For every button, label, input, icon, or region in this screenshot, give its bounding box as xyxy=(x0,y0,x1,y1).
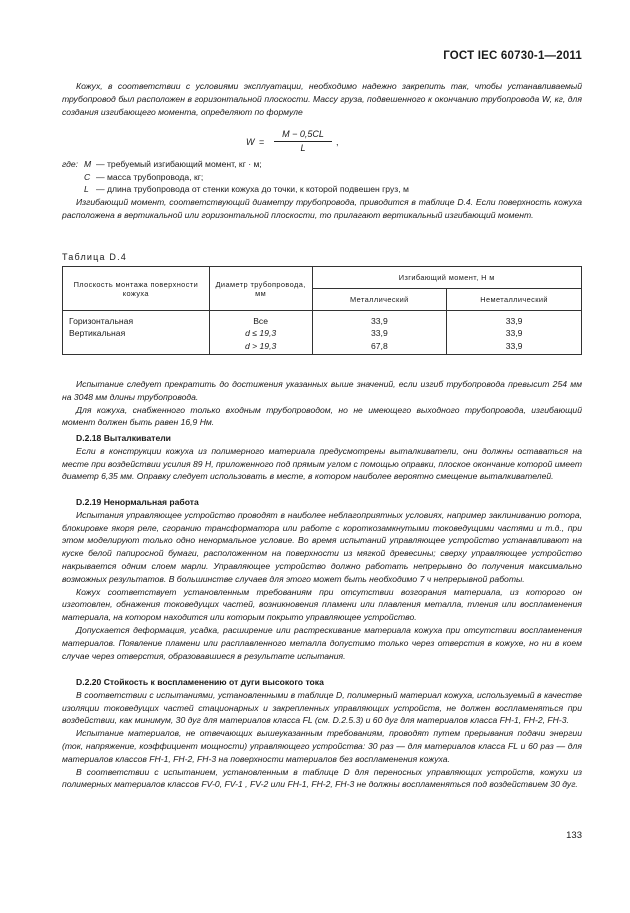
cell-metal: 33,9 xyxy=(312,311,447,328)
table-row xyxy=(63,327,582,340)
header-bending-moment: Изгибающий момент, Н м xyxy=(312,267,581,289)
definition-row xyxy=(62,158,582,171)
formula-numerator: M − 0,5CL xyxy=(282,129,324,139)
section-d220 xyxy=(62,676,582,791)
section-paragraph: В соответствии с испытанием, установленным в таблице D для переносных управляющих устройств, кожухи из полимерных материалов классов FV-0, FV-1 , FV-2 или FH-1, FH-2, FH-3 не должны воспламеняться под воздействием 30 дуг. xyxy=(62,766,582,790)
formula-equals: = xyxy=(259,137,265,147)
header-nonmetallic: Неметаллический xyxy=(447,289,582,311)
mass-formula xyxy=(246,131,446,155)
formula-lhs: W xyxy=(246,137,255,147)
cell-plane: Горизонтальная xyxy=(63,311,210,328)
cell-nonmetal: 33,9 xyxy=(447,327,582,340)
cell-metal: 67,8 xyxy=(312,340,447,355)
table-caption: Таблица D.4 xyxy=(62,252,127,262)
cell-diameter: d ≤ 19,3 xyxy=(209,327,312,340)
section-heading-d220: D.2.20 Стойкость к воспламенению от дуги высокого тока xyxy=(76,677,324,687)
section-paragraph: Испытание материалов, не отвечающих вышеуказанным требованиям, проводят путем прерывания подачи энергии (ток, напряжение, коэффициент мощности) управляющего устройства: 30 раз — для материалов класса FL и 60 раз — для материалов классов FH-1, FH-2, FH-3 на поверхности материалов без воспламенения кожуха. xyxy=(62,728,582,764)
intro-paragraph: Кожух, в соответствии с условиями эксплуатации, необходимо надежно закрепить так, чтобы устанавливаемый трубопровод был расположен в горизонтальной плоскости. Массу груза, подвешенного к окончанию трубопровода W, кг, для создания изгибающего момента, определяют по формуле xyxy=(62,81,582,117)
definition-text: — требуемый изгибающий момент, кг · м; xyxy=(96,159,262,169)
definition-symbol: L xyxy=(84,184,89,195)
table-row xyxy=(63,340,582,355)
header-metallic: Металлический xyxy=(312,289,447,311)
section-heading-d219: D.2.19 Ненормальная работа xyxy=(76,497,199,507)
header-pipe-diameter: Диаметр трубопровода, мм xyxy=(209,267,312,311)
cell-metal: 33,9 xyxy=(312,327,447,340)
formula-fraction-bar xyxy=(274,141,332,142)
cell-nonmetal: 33,9 xyxy=(447,311,582,328)
definition-row xyxy=(62,183,582,196)
section-paragraph: В соответствии с испытаниями, установленными в таблице D, полимерный материал кожуха, используемый в качестве изоляции токоведущих частей стационарных и закрепленных управляющих устройств, не должен воспламеняться при воздействии, как минимум, 30 дуг для материалов класса FL (см. D.2.5.3) и 60 дуг для материалов класса FH-1, FH-2, FH-3. xyxy=(62,689,582,726)
section-heading-d218: D.2.18 Выталкиватели xyxy=(76,433,171,443)
definition-symbol: M xyxy=(84,159,92,169)
cell-diameter: d > 19,3 xyxy=(209,340,312,355)
table-row xyxy=(63,311,582,328)
after-table-paragraph: Испытание следует прекратить до достижения указанных выше значений, если изгиб трубопровода превысит 254 мм на 3048 мм длины трубопровода. xyxy=(62,379,582,402)
section-paragraph: Допускается деформация, усадка, расширение или растрескивание материала кожуха при отсутствии воспламенения материалов. Появление пламени или расплавленного металла допустимо только через отверстия в кожухе, но ни в коем случае через отверстия, образовавшиеся в результате испытания. xyxy=(62,624,582,661)
bending-moment-table xyxy=(62,266,582,355)
definition-text: — масса трубопровода, кг; xyxy=(96,171,204,182)
where-label: где: xyxy=(62,159,79,169)
definition-text: — длина трубопровода от стенки кожуха до точки, к которой подвешен груз, м xyxy=(96,184,409,195)
formula-comma: , xyxy=(336,137,339,147)
moment-paragraph: Изгибающий момент, соответствующий диаметру трубопровода, приводится в таблице D.4. Если поверхность кожуха расположена в вертикальной или горизонтальной плоскости, то прилагают вертикальный изгибающий момент. xyxy=(62,197,582,220)
after-table-paragraph: Для кожуха, снабженного только входным трубопроводом, но не имеющего выходного трубопровода, изгибающий момент должен быть равен 16,9 Нм. xyxy=(62,404,582,428)
section-paragraph: Испытания управляющее устройство проводят в наиболее неблагоприятных условиях, например заклиниванию ротора, блокировке якоря реле, сгоранию трансформатора или работе с короткозамкнутыми токоведущими частями и т.д., при этом моделируют только одно ненормальное условие. Во время испытаний управляющее устройство устанавливают на куске белой папиросной бумаги, расположенном на поверхности из мягкой древесины; сверху управляющее устройство накрывается одним слоем марли. Управляющее устройство должно работать непрерывно до получения максимально возможных результатов. В большинстве случаев для этого может быть необходимо 7 ч непрерывной работы. xyxy=(62,509,582,584)
page-number: 133 xyxy=(566,830,582,841)
definition-symbol: C xyxy=(84,171,91,182)
intro-text xyxy=(62,80,582,118)
cell-plane xyxy=(63,340,210,355)
section-paragraph: Если в конструкции кожуха из полимерного материала предусмотрены выталкиватели, они должны оставаться на месте при воздействии усилия 89 Н, приложенного под прямым углом с помощью оправки, плоское окончание которой имеет диаметр 6,35 мм. Оправку следует использовать в месте, в котором наиболее вероятно смещение выталкивателей. xyxy=(62,445,582,482)
section-d219 xyxy=(62,496,582,662)
document-id-header: ГОСТ IEC 60730-1—2011 xyxy=(443,50,582,62)
cell-diameter: Все xyxy=(209,311,312,328)
section-d218 xyxy=(62,432,582,483)
header-mounting-plane: Плоскость монтажа поверхности кожуха xyxy=(63,267,210,311)
section-paragraph: Кожух соответствует установленным требованиям при отсутствии возгорания материала, из которого он изготовлен, обнажения токоведущих частей, возникновения пламени или плавления металла, тления или воспламенения материала, на котором находится или которым покрыто управляющее устройство. xyxy=(62,586,582,623)
formula-denominator: L xyxy=(300,143,306,153)
after-table-text xyxy=(62,378,582,429)
cell-plane: Вертикальная xyxy=(63,327,210,340)
cell-nonmetal: 33,9 xyxy=(447,340,582,355)
variable-definitions xyxy=(62,158,582,196)
moment-text xyxy=(62,196,582,222)
definition-row xyxy=(62,171,582,184)
